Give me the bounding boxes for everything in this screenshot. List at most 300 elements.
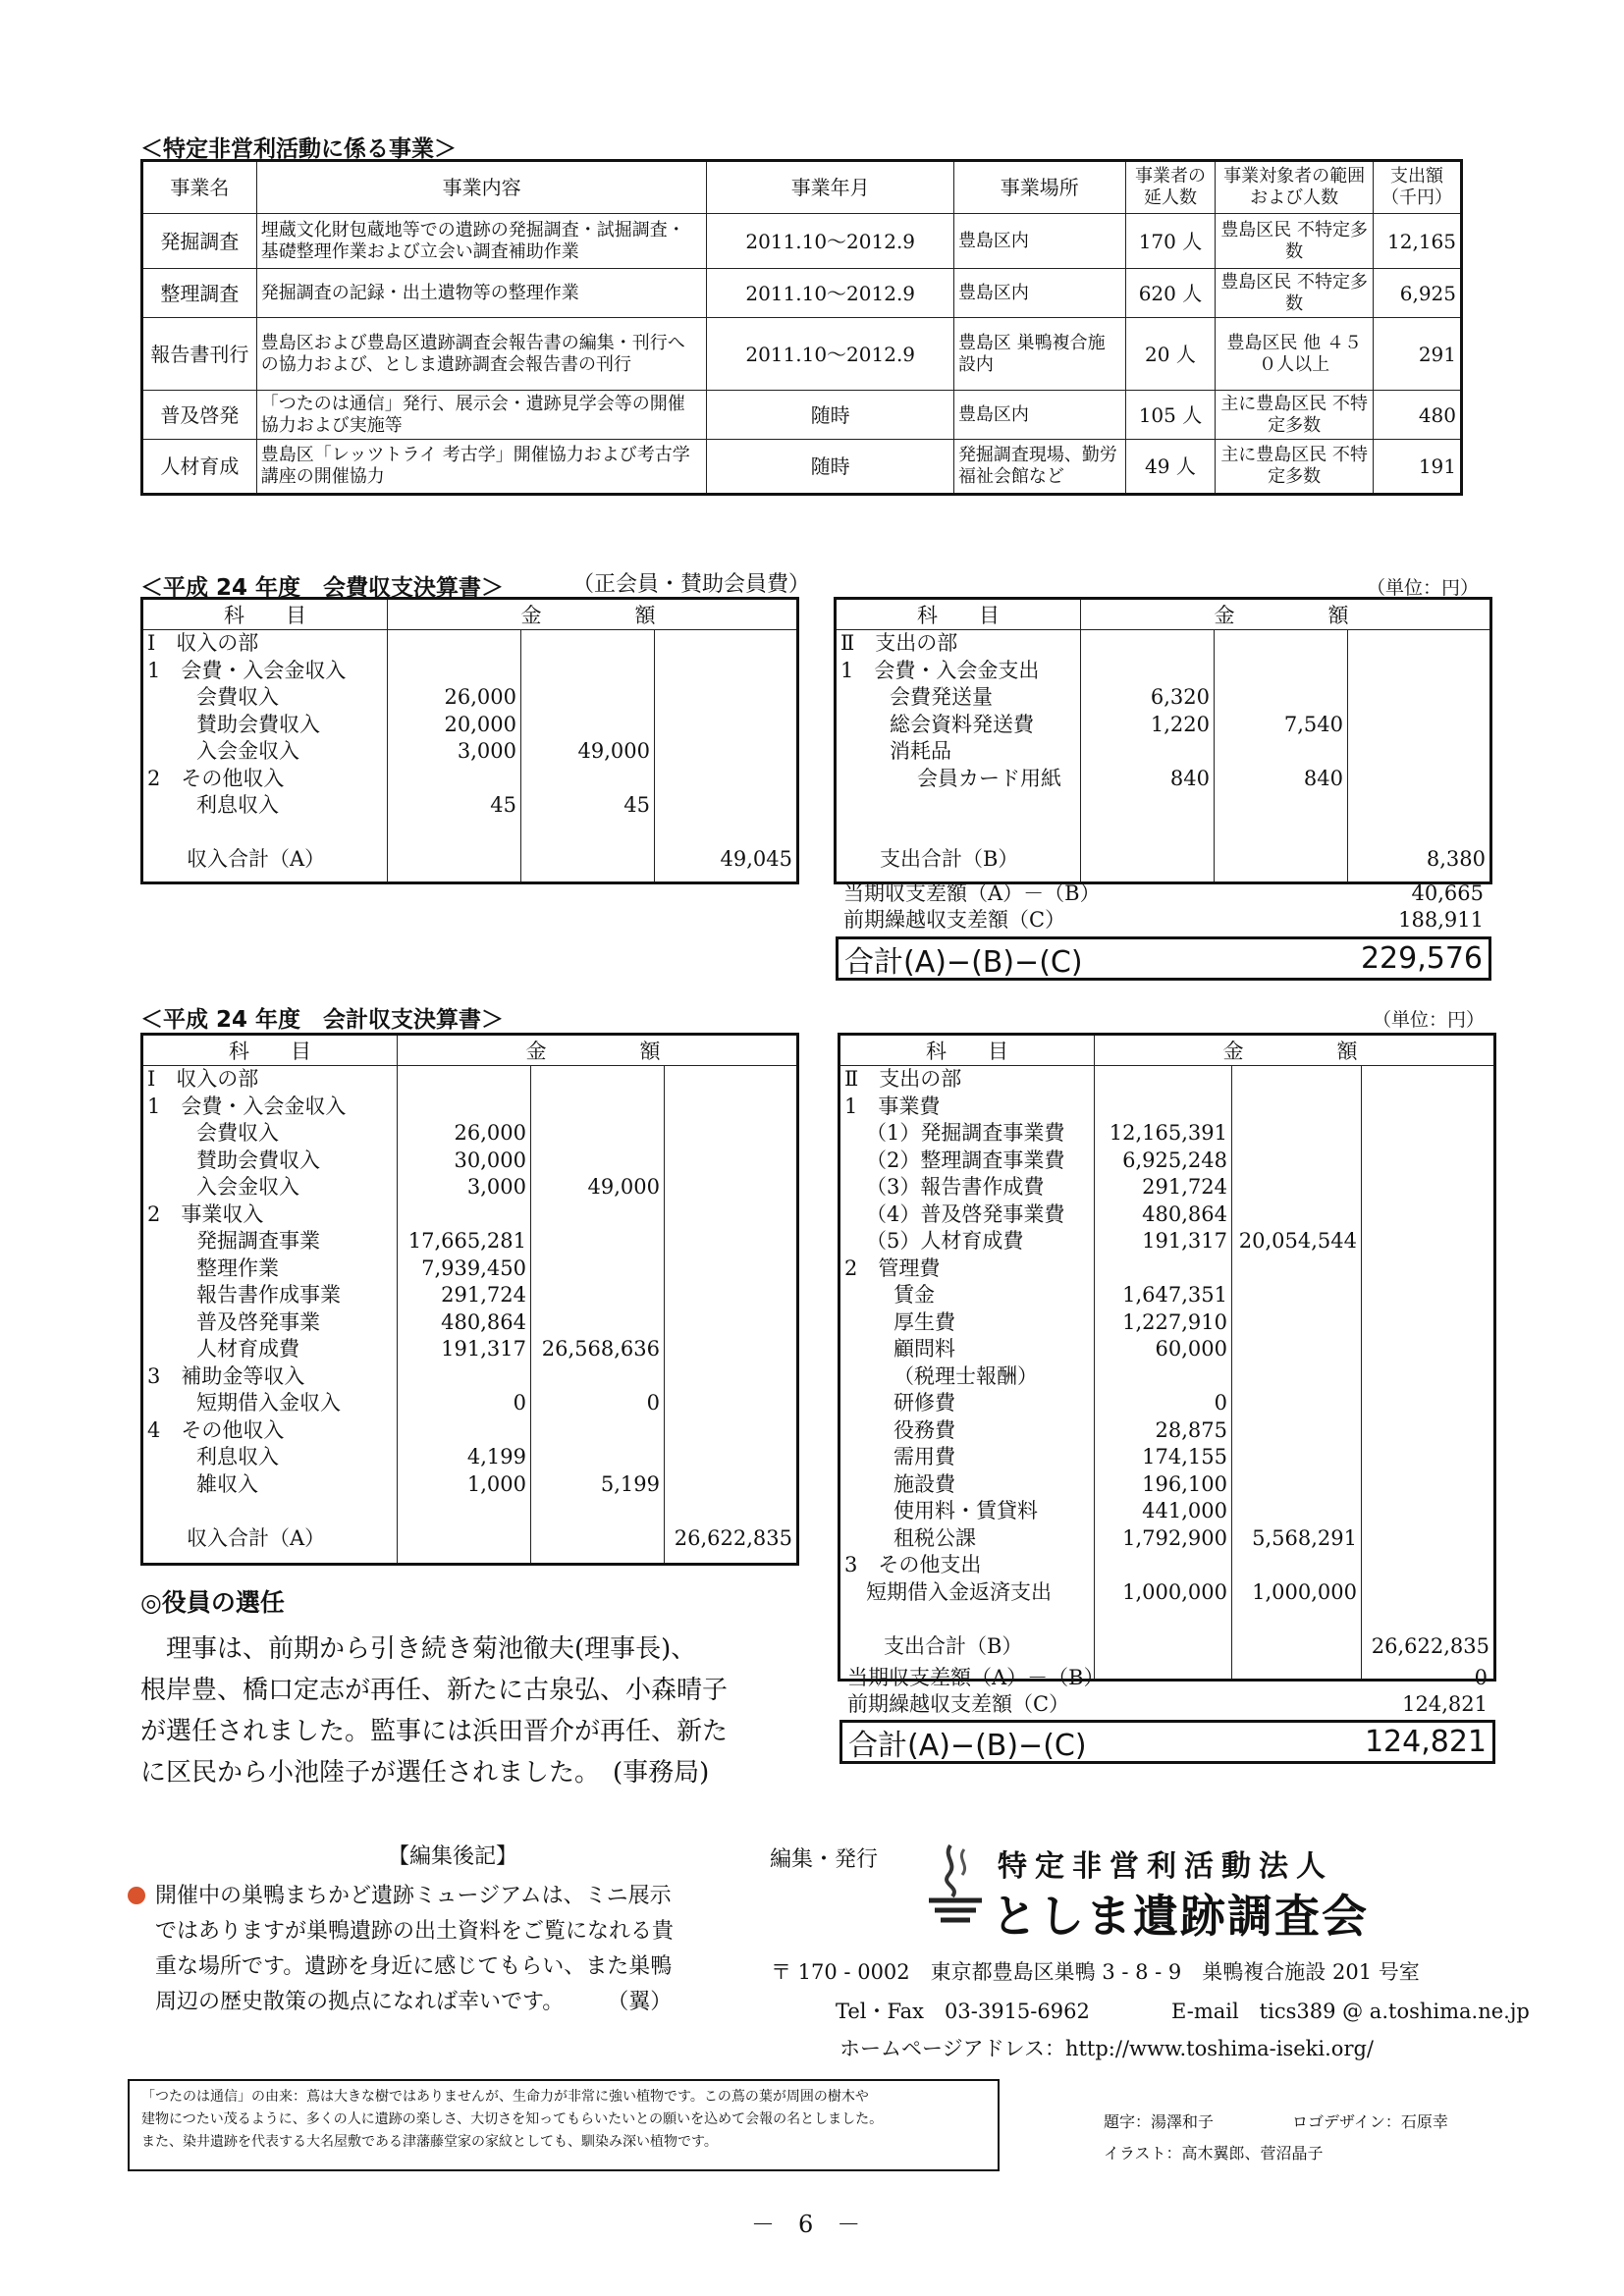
summary-value: 124,821 xyxy=(1402,1692,1488,1716)
ledger-amount xyxy=(535,1417,660,1445)
ledger-col-col2 xyxy=(1232,1066,1362,1681)
ledger-item-label: 2 その他収入 xyxy=(147,766,285,790)
activity-target: 豊島区民 不特定多数 xyxy=(1216,214,1374,269)
ledger-amount xyxy=(402,1417,526,1445)
ledger-amount xyxy=(535,1228,660,1255)
ledger-amount xyxy=(1236,1363,1357,1391)
footer-credit-1: 題字：湯澤和子 ロゴデザイン：石原幸 xyxy=(1104,2112,1448,2131)
ledger-amount: 17,665,281 xyxy=(407,1229,526,1253)
ledger-amount xyxy=(525,630,650,658)
ledger-item-label: 会員カード用紙 xyxy=(917,766,1061,790)
ledger-item-label: 2 管理費 xyxy=(844,1255,941,1280)
ledger-amount xyxy=(1218,658,1343,685)
ledger-amount xyxy=(669,1255,792,1283)
header-name: 事業名 xyxy=(142,161,257,214)
ledger-item-label: 利息収入 xyxy=(196,1445,279,1468)
ledger-amount: 3,000 xyxy=(466,1175,526,1199)
officers-line: 理事は、前期から引き続き菊池徹夫(理事長)、 xyxy=(140,1634,697,1664)
summary-label: 当期収支差額（A）－（B） xyxy=(843,881,1101,905)
ledger-amount xyxy=(669,1120,792,1148)
fee-total-value: 229,576 xyxy=(1360,941,1483,976)
summary-row xyxy=(843,881,1484,907)
ledger-item-label: 1 会費・入会金収入 xyxy=(147,1094,347,1118)
footer-origin-line: 建物につたい茂るように、多くの人に遺跡の楽しさ、大切さを知ってもらいたいとの願いを込めて会報の名としました。 xyxy=(141,2111,884,2127)
footer-origin-line: また、染井遺跡を代表する大名屋敷である津藩藤堂家の家紋としても、馴染み深い植物です。 xyxy=(141,2134,718,2150)
ledger-item-label: 消耗品 xyxy=(890,739,951,763)
activity-period: 2011.10～2012.9 xyxy=(707,269,954,318)
ledger-amount xyxy=(535,1363,660,1391)
ledger-amount xyxy=(1236,1201,1357,1229)
editor-note xyxy=(128,1879,736,2020)
activity-target: 豊島区民 不特定多数 xyxy=(1216,269,1374,318)
ledger-amount xyxy=(1352,792,1486,820)
ledger-amount xyxy=(1085,792,1210,820)
ledger-amount: 0 xyxy=(1214,1391,1227,1415)
ledger-amount xyxy=(1366,1552,1489,1579)
publisher-label: 編集・発行 xyxy=(770,1847,879,1872)
fee-total-box xyxy=(836,936,1491,981)
header-content: 事業内容 xyxy=(256,161,707,214)
ledger-amount: 6,320 xyxy=(1150,685,1210,709)
ledger-amount: 480,864 xyxy=(441,1309,526,1334)
account-report-title: ＜平成 24 年度 会計収支決算書＞ xyxy=(140,1007,505,1033)
ledger-amount xyxy=(1085,846,1210,874)
ledger-item-label: 研修費 xyxy=(893,1391,955,1415)
ledger-item-label: （税理士報酬） xyxy=(893,1363,1038,1388)
ledger-col-col2 xyxy=(1215,630,1348,883)
ledger-amount: 3,000 xyxy=(457,739,516,763)
ledger-amount xyxy=(669,1094,792,1121)
ledger-item-label: 1 会費・入会金支出 xyxy=(840,658,1040,682)
ledger-item-label xyxy=(147,820,383,847)
ledger-item-label: 入会金収入 xyxy=(196,1175,299,1199)
ledger-item-label: 1 事業費 xyxy=(844,1094,941,1118)
ledger-item-label xyxy=(840,820,1076,847)
ledger-col-col1 xyxy=(388,630,521,883)
activities-table xyxy=(140,159,1463,496)
ledger-amount xyxy=(659,684,792,712)
activity-row xyxy=(142,269,1462,318)
activity-content: 「つたのは通信」発行、展示会・遺跡見学会等の開催協力および実施等 xyxy=(256,391,707,440)
ledger-item-label: 会費収入 xyxy=(196,685,279,709)
flower-icon xyxy=(128,1887,145,1904)
activity-period: 随時 xyxy=(707,440,954,495)
fee-income-table xyxy=(140,597,796,884)
account-expense-table xyxy=(838,1033,1493,1682)
ledger-amount xyxy=(659,738,792,766)
summary-value: 0 xyxy=(1474,1666,1488,1689)
ledger-amount: 1,227,910 xyxy=(1122,1309,1227,1334)
ledger-item-label: 会費発送量 xyxy=(890,685,993,709)
editor-note-line: 開催中の巣鴨まちかど遺跡ミュージアムは、ミニ展示 xyxy=(155,1884,672,1908)
ledger-amount: 12,165,391 xyxy=(1109,1121,1227,1145)
ledger-amount xyxy=(1366,1094,1489,1121)
activity-place: 豊島区内 xyxy=(953,269,1125,318)
ledger-amount xyxy=(1236,1255,1357,1283)
ledger-amount xyxy=(1366,1390,1489,1417)
activity-place: 発掘調査現場、勤労福祉会館など xyxy=(953,440,1125,495)
ledger-col-col3 xyxy=(655,630,798,883)
ledger-col-col2 xyxy=(531,1066,665,1565)
header-period: 事業年月 xyxy=(707,161,954,214)
ledger-amount: 49,000 xyxy=(587,1175,660,1199)
ledger-col-col1 xyxy=(1095,1066,1232,1681)
ledger-item-label: 役務費 xyxy=(893,1417,955,1442)
ledger-amount xyxy=(1236,1309,1357,1337)
ledger-item-label: 発掘調査事業 xyxy=(196,1229,320,1253)
ledger-amount xyxy=(659,820,792,847)
fee-expense-table xyxy=(834,597,1489,884)
activity-row xyxy=(142,440,1462,495)
ledger-item-label: 入会金収入 xyxy=(196,739,299,763)
header-target: 事業対象者の範囲および人数 xyxy=(1216,161,1374,214)
ledger-header-amount: 金 額 xyxy=(1081,599,1491,630)
ledger-amount: 1,792,900 xyxy=(1122,1525,1227,1550)
ledger-amount xyxy=(1236,1390,1357,1417)
ledger-amount xyxy=(1366,1606,1489,1633)
ledger-amount: 20,000 xyxy=(444,712,516,736)
activity-target: 主に豊島区民 不特定多数 xyxy=(1216,391,1374,440)
ledger-amount xyxy=(1366,1417,1489,1445)
ledger-amount: 1,000,000 xyxy=(1122,1579,1227,1604)
ledger-amount: 291,724 xyxy=(1142,1175,1227,1199)
ledger-amount xyxy=(1352,738,1486,766)
ledger-amount xyxy=(1218,820,1343,847)
ledger-item-label: 使用料・賃貸料 xyxy=(893,1499,1038,1522)
ledger-amount: 0 xyxy=(513,1391,526,1415)
ledger-amount xyxy=(535,1444,660,1471)
ledger-item-label: 支出合計（B） xyxy=(880,847,1019,871)
editor-note-line: 周辺の歴史散策の拠点になれば幸いです。 （翼） xyxy=(155,1990,673,2014)
officers-line: 根岸豊、橋口定志が再任、新たに古泉弘、小森晴子 xyxy=(140,1676,729,1705)
activity-amount: 12,165 xyxy=(1373,214,1461,269)
officers-line: に区民から小池陸子が選任されました。 (事務局) xyxy=(140,1758,710,1788)
ledger-item-label: 普及啓発事業 xyxy=(196,1309,320,1334)
fee-report-unit: （単位：円） xyxy=(1367,577,1480,599)
ledger-amount: 45 xyxy=(490,793,516,817)
ledger-col-col3 xyxy=(1362,1066,1495,1681)
activity-row xyxy=(142,318,1462,391)
ledger-item-label: 2 事業収入 xyxy=(147,1201,264,1226)
ledger-item-label: （3）報告書作成費 xyxy=(866,1175,1045,1199)
summary-value: 40,665 xyxy=(1411,881,1484,905)
activity-amount: 191 xyxy=(1373,440,1461,495)
activity-period: 2011.10～2012.9 xyxy=(707,318,954,391)
ledger-amount xyxy=(659,658,792,685)
ledger-amount xyxy=(1366,1471,1489,1499)
page-number: － 6 － xyxy=(751,2211,861,2238)
ledger-amount xyxy=(1236,1444,1357,1471)
ledger-amount xyxy=(1366,1201,1489,1229)
ledger-item-label: （1）発掘調査事業費 xyxy=(866,1121,1065,1145)
ledger-amount: 5,568,291 xyxy=(1252,1525,1357,1550)
ledger-amount xyxy=(1366,1066,1489,1094)
ledger-amount xyxy=(1366,1444,1489,1471)
ledger-amount xyxy=(525,820,650,847)
ledger-item-label: 整理作業 xyxy=(196,1255,279,1280)
activity-name: 整理調査 xyxy=(142,269,257,318)
ledger-amount xyxy=(1366,1120,1489,1148)
ledger-amount xyxy=(1236,1148,1357,1175)
ledger-header-amount: 金 額 xyxy=(1095,1035,1495,1066)
ledger-amount xyxy=(402,1525,526,1553)
ledger-item-label: 収入合計（A） xyxy=(187,1525,326,1550)
ledger-amount xyxy=(1366,1174,1489,1201)
ledger-amount xyxy=(1236,1282,1357,1309)
ledger-amount xyxy=(535,1148,660,1175)
ledger-item-label: 4 その他収入 xyxy=(147,1417,285,1442)
ledger-item-label: 短期借入金返済支出 xyxy=(866,1579,1052,1604)
ledger-amount xyxy=(525,846,650,874)
ledger-item-label: （4）普及啓発事業費 xyxy=(866,1201,1065,1226)
ledger-amount xyxy=(669,1309,792,1337)
ledger-amount: 0 xyxy=(646,1391,660,1415)
ledger-amount xyxy=(669,1148,792,1175)
account-summary xyxy=(847,1665,1488,1718)
header-place: 事業場所 xyxy=(953,161,1125,214)
ledger-amount xyxy=(1236,1471,1357,1499)
ledger-amount: 26,622,835 xyxy=(1371,1633,1489,1658)
ledger-amount xyxy=(1099,1363,1227,1391)
ledger-item-label: （5）人材育成費 xyxy=(866,1229,1024,1253)
ledger-amount xyxy=(1099,1633,1227,1661)
ledger-col-col3 xyxy=(665,1066,798,1565)
activity-content: 豊島区「レッツトライ 考古学」開催協力および考古学講座の開催協力 xyxy=(256,440,707,495)
ledger-amount xyxy=(1085,738,1210,766)
ledger-amount: 5,199 xyxy=(600,1471,660,1496)
ledger-amount xyxy=(1352,658,1486,685)
account-total-value: 124,821 xyxy=(1364,1725,1487,1759)
ledger-amount: 441,000 xyxy=(1142,1499,1227,1522)
summary-row xyxy=(847,1691,1488,1718)
fee-total-label: 合計(A)−(B)−(C) xyxy=(844,944,1083,980)
ledger-amount: 26,000 xyxy=(454,1121,526,1145)
ledger-amount xyxy=(392,658,516,685)
ledger-col-col2 xyxy=(521,630,655,883)
ledger-col-col1 xyxy=(1081,630,1215,883)
officers-section xyxy=(140,1583,788,1793)
ledger-amount: 1,000,000 xyxy=(1252,1579,1357,1604)
ledger-amount xyxy=(525,766,650,793)
ledger-amount xyxy=(525,712,650,739)
ledger-amount xyxy=(1236,1336,1357,1363)
fee-summary xyxy=(843,881,1484,934)
ledger-amount: 6,925,248 xyxy=(1122,1148,1227,1172)
ledger-amount xyxy=(1366,1498,1489,1525)
ledger-amount xyxy=(535,1309,660,1337)
ledger-item-label: 賛助会費収入 xyxy=(196,1148,320,1172)
activity-row xyxy=(142,214,1462,269)
ledger-amount: 7,540 xyxy=(1283,712,1343,736)
ledger-item-label: 人材育成費 xyxy=(196,1337,299,1361)
ledger-item-label: 1 会費・入会金収入 xyxy=(147,658,347,682)
summary-label: 当期収支差額（A）－（B） xyxy=(847,1666,1105,1689)
editor-note-line: 重な場所です。遺跡を身近に感じてもらい、また巣鴨 xyxy=(155,1954,673,1979)
ledger-amount xyxy=(1236,1417,1357,1445)
activity-persons: 170 人 xyxy=(1125,214,1216,269)
activity-target: 豊島区民 他 ４５０人以上 xyxy=(1216,318,1374,391)
ledger-item-label: 収入合計（A） xyxy=(187,847,326,871)
ledger-col-labels xyxy=(839,1066,1095,1681)
summary-row xyxy=(843,907,1484,934)
ledger-amount xyxy=(1236,1606,1357,1633)
ledger-amount xyxy=(669,1201,792,1229)
ledger-amount: 49,000 xyxy=(577,739,650,763)
ledger-amount xyxy=(392,820,516,847)
activity-row xyxy=(142,391,1462,440)
ledger-amount: 30,000 xyxy=(454,1148,526,1172)
logo-icon xyxy=(921,1840,990,1928)
ledger-item-label: 厚生費 xyxy=(893,1309,955,1334)
ledger-amount xyxy=(1366,1363,1489,1391)
activity-place: 豊島区内 xyxy=(953,391,1125,440)
ledger-item-label: Ⅰ 収入の部 xyxy=(147,631,259,655)
ledger-item-label xyxy=(844,1606,1090,1633)
ledger-item-label: 賛助会費収入 xyxy=(196,712,320,736)
ledger-item-label: 賃金 xyxy=(893,1283,935,1307)
ledger-item-label: 雑収入 xyxy=(196,1471,258,1496)
ledger-amount xyxy=(1236,1498,1357,1525)
ledger-amount xyxy=(1099,1255,1227,1283)
ledger-amount xyxy=(659,792,792,820)
footer-origin-box xyxy=(128,2079,1000,2171)
ledger-amount xyxy=(659,766,792,793)
ledger-amount: 196,100 xyxy=(1142,1471,1227,1496)
ledger-item-label xyxy=(840,792,1076,820)
ledger-header-item: 科 目 xyxy=(836,599,1081,630)
ledger-amount: 60,000 xyxy=(1155,1337,1227,1361)
ledger-amount xyxy=(535,1255,660,1283)
ledger-amount: 1,000 xyxy=(466,1471,526,1496)
ledger-amount xyxy=(402,1201,526,1229)
activity-place: 豊島区 巣鴨複合施設内 xyxy=(953,318,1125,391)
ledger-amount xyxy=(535,1201,660,1229)
publisher-homepage: ホームページアドレス：http://www.toshima-iseki.org/ xyxy=(839,2037,1374,2060)
ledger-col-labels xyxy=(142,630,388,883)
activities-title: ＜特定非営利活動に係る事業＞ xyxy=(140,136,457,162)
ledger-amount xyxy=(1218,792,1343,820)
ledger-amount: 191,317 xyxy=(1142,1229,1227,1253)
ledger-amount xyxy=(669,1282,792,1309)
ledger-amount: 26,568,636 xyxy=(541,1337,660,1361)
ledger-amount xyxy=(535,1066,660,1094)
officers-line: が選任されました。監事には浜田晋介が再任、新た xyxy=(140,1717,729,1746)
footer-origin-line: 「つたのは通信」の由来：蔦は大きな樹ではありませんが、生命力が非常に強い植物です。この蔦の葉が周囲の樹木や xyxy=(141,2089,869,2105)
ledger-amount xyxy=(525,658,650,685)
ledger-amount xyxy=(1352,630,1486,658)
ledger-header-item: 科 目 xyxy=(142,599,388,630)
ledger-amount xyxy=(1099,1552,1227,1579)
activity-persons: 105 人 xyxy=(1125,391,1216,440)
ledger-amount xyxy=(402,1066,526,1094)
ledger-amount xyxy=(1218,630,1343,658)
ledger-amount: 26,000 xyxy=(444,685,516,709)
ledger-amount xyxy=(1099,1094,1227,1121)
activity-content: 埋蔵文化財包蔵地等での遺跡の発掘調査・試掘調査・基礎整理作業および立会い調査補助作業 xyxy=(256,214,707,269)
ledger-item-label: Ⅱ 支出の部 xyxy=(844,1067,962,1091)
activity-name: 普及啓発 xyxy=(142,391,257,440)
ledger-item-label: 租税公課 xyxy=(893,1525,976,1550)
account-total-label: 合計(A)−(B)−(C) xyxy=(848,1728,1087,1763)
ledger-amount xyxy=(525,684,650,712)
activity-persons: 49 人 xyxy=(1125,440,1216,495)
ledger-amount xyxy=(535,1094,660,1121)
ledger-amount xyxy=(1366,1579,1489,1607)
ledger-item-label: 需用費 xyxy=(893,1445,955,1468)
ledger-col-labels xyxy=(142,1066,398,1565)
ledger-amount: 174,155 xyxy=(1142,1445,1227,1468)
ledger-amount xyxy=(669,1390,792,1417)
header-amount: 支出額（千円） xyxy=(1373,161,1461,214)
ledger-amount xyxy=(535,1498,660,1525)
ledger-amount xyxy=(669,1363,792,1391)
ledger-amount xyxy=(1218,738,1343,766)
ledger-amount xyxy=(1366,1309,1489,1337)
ledger-amount xyxy=(1085,658,1210,685)
ledger-amount xyxy=(669,1066,792,1094)
ledger-amount xyxy=(659,712,792,739)
activity-content: 豊島区および豊島区遺跡調査会報告書の編集・刊行への協力および、としま遺跡調査会報告書の刊行 xyxy=(256,318,707,391)
activity-name: 人材育成 xyxy=(142,440,257,495)
ledger-col-col1 xyxy=(398,1066,531,1565)
account-report-unit: （単位：円） xyxy=(1373,1009,1486,1031)
activity-period: 随時 xyxy=(707,391,954,440)
editor-note-line: ではありますが巣鴨遺跡の出土資料をご覧になれる貴 xyxy=(155,1919,675,1944)
ledger-amount xyxy=(669,1471,792,1499)
activity-name: 発掘調査 xyxy=(142,214,257,269)
header-persons: 事業者の延人数 xyxy=(1125,161,1216,214)
account-income-table xyxy=(140,1033,796,1566)
activity-period: 2011.10～2012.9 xyxy=(707,214,954,269)
footer-credit-2: イラスト：高木翼郎、菅沼晶子 xyxy=(1104,2144,1324,2163)
ledger-amount xyxy=(1366,1282,1489,1309)
ledger-amount: 4,199 xyxy=(466,1445,526,1468)
ledger-amount xyxy=(1366,1148,1489,1175)
activity-amount: 480 xyxy=(1373,391,1461,440)
ledger-amount xyxy=(1099,1606,1227,1633)
summary-label: 前期繰越収支差額（C） xyxy=(847,1692,1070,1716)
ledger-header-amount: 金 額 xyxy=(398,1035,798,1066)
summary-value: 188,911 xyxy=(1398,908,1484,932)
ledger-amount xyxy=(1236,1120,1357,1148)
ledger-amount: 191,317 xyxy=(441,1337,526,1361)
ledger-amount xyxy=(669,1498,792,1525)
activity-place: 豊島区内 xyxy=(953,214,1125,269)
ledger-item-label: Ⅰ 収入の部 xyxy=(147,1067,259,1091)
ledger-amount xyxy=(535,1282,660,1309)
ledger-amount xyxy=(1366,1228,1489,1255)
ledger-amount: 26,622,835 xyxy=(674,1525,792,1550)
ledger-item-label: 顧問料 xyxy=(893,1337,955,1361)
ledger-amount xyxy=(402,1363,526,1391)
ledger-amount xyxy=(535,1525,660,1553)
ledger-amount xyxy=(1366,1336,1489,1363)
activity-content: 発掘調査の記録・出土遺物等の整理作業 xyxy=(256,269,707,318)
activity-persons: 20 人 xyxy=(1125,318,1216,391)
ledger-amount xyxy=(392,630,516,658)
activity-name: 報告書刊行 xyxy=(142,318,257,391)
fee-report-title: ＜平成 24 年度 会費収支決算書＞ xyxy=(140,575,505,601)
ledger-amount xyxy=(1218,846,1343,874)
publisher-address: 〒 170 - 0002 東京都豊島区巣鴨 3 - 8 - 9 巣鴨複合施設 201 号室 xyxy=(771,1960,1420,1984)
activity-target: 主に豊島区民 不特定多数 xyxy=(1216,440,1374,495)
summary-row xyxy=(847,1665,1488,1691)
ledger-item-label: 施設費 xyxy=(893,1471,955,1496)
ledger-amount xyxy=(1236,1066,1357,1094)
ledger-amount xyxy=(1352,766,1486,793)
ledger-amount: 20,054,544 xyxy=(1238,1229,1357,1253)
ledger-header-amount: 金 額 xyxy=(388,599,798,630)
